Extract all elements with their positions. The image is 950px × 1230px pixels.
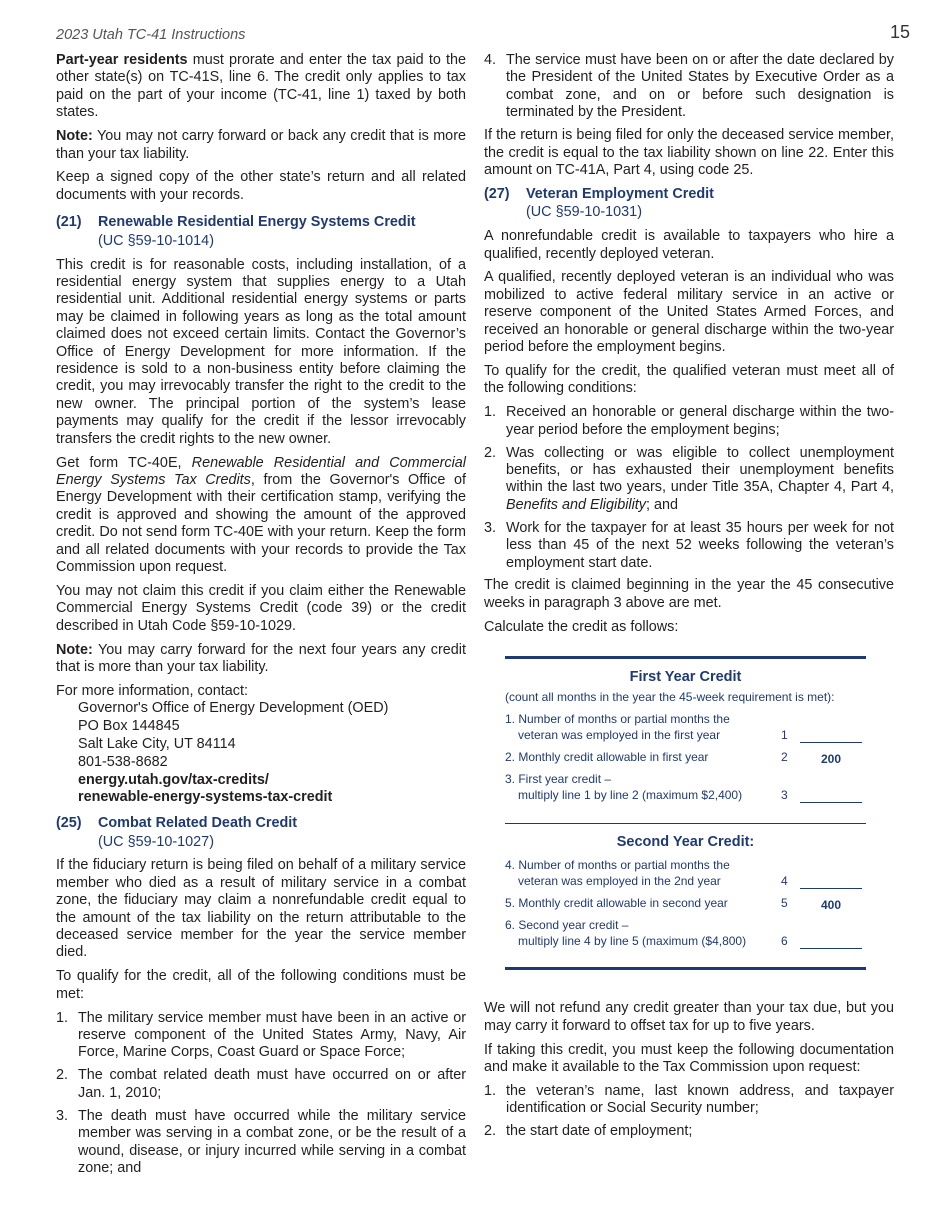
left-column (56, 52, 466, 1183)
list-item: 1. Received an honorable or general discharge within the two-year period before the employment begins; (484, 404, 894, 438)
line-2-value: 200 (820, 752, 842, 767)
s25-paragraph-1: If the fiduciary return is being filed on behalf of a military service member who died as a result of military service in a combat zone, the fiduciary may claim a nonrefundable credit equal to the amount of the tax liability on the return attributable to the deceased service member for the year the service member died. (56, 857, 466, 961)
first-year-title: First Year Credit (629, 669, 742, 686)
keep-copy-paragraph: Keep a signed copy of the other state’s return and all related documents with your records. (56, 169, 466, 203)
list-item: 2. Was collecting or was eligible to collect unemployment benefits, or has exhausted their unemployment benefits within the last two years, under Title 35A, Chapter 4, Part 4, Benefits and Eligibility; and (484, 444, 894, 513)
note-paragraph: Note: You may not carry forward or back any credit that is more than your tax liability. (56, 128, 466, 162)
contact-web-link-cont[interactable]: renewable-energy-systems-tax-credit (78, 789, 333, 806)
contact-address: Governor's Office of Energy Development (OED) PO Box 144845 Salt Lake City, UT 84114 801-538-8682 energy.utah.gov/tax-credits/ renewable-energy-systems-tax-credit (56, 700, 466, 807)
s21-paragraph-3: You may not claim this credit if you claim either the Renewable Commercial Energy Systems Credit (code 39) or the credit described in Utah Code §59-10-1029. (56, 582, 466, 634)
refund-paragraph: We will not refund any credit greater than your tax due, but you may carry it forward to offset tax for up to five years. (484, 1000, 894, 1034)
contact-block: For more information, contact: Governor's Office of Energy Development (OED) PO Box 144845 Salt Lake City, UT 84114 801-538-8682 energy.utah.gov/tax-credits/ renewable-energy-systems-tax-credit (56, 683, 466, 807)
credit-worksheet (505, 656, 866, 970)
s21-paragraph-1: This credit is for reasonable costs, including installation, of a residential energy system that supplies energy to a Utah residential unit. Additional residential energy systems or parts may be claimed in following years as long as the total amount claimed does not exceed certain limits. Contact the Governor’s Office of Energy Development for more information. If the residence is sold to a non-business entity before claiming the credit, you may irrevocably transfer the right to the credit to the new owner. The principal portion of the system’s lease payments may qualify for the credit if the lessor irrevocably transfers the credit rights to the new owner. (56, 256, 466, 447)
list-item: 1. The military service member must have been in an active or reserve component of the United States Army, Navy, Air Force, Marine Corps, Coast Guard or Space Force; (56, 1009, 466, 1061)
line-3-input[interactable] (800, 789, 862, 803)
line-4-input[interactable] (800, 875, 862, 889)
section-27-heading: (27) Veteran Employment Credit (UC §59-10-1031) (484, 185, 714, 221)
line-1-input[interactable] (800, 729, 862, 743)
section-21-heading: (21) Renewable Residential Energy Systems Credit (UC §59-10-1014) (56, 214, 416, 249)
s21-paragraph-2: Get form TC-40E, Renewable Residential and Commercial Energy Systems Tax Credits, from the Governor's Office of Energy Development with their certification stamp, verifying the credit is approved and showing the amount of the approved credit. Do not send form TC-40E with your return. Keep the form and all related documents with your records to provide the Tax Commission upon request. (56, 454, 466, 575)
worksheet-divider (505, 823, 866, 824)
worksheet-line-4: 4. Number of months or partial months the veteran was employed in the 2nd year 4 (505, 857, 866, 889)
line-5-value: 400 (820, 898, 842, 913)
line-6-input[interactable] (800, 935, 862, 949)
list-item: 3. Work for the taxpayer for at least 35 hours per week for not less than 45 of the next 52 weeks following the veteran’s employment start date. (484, 519, 894, 571)
second-year-title: Second Year Credit: (616, 834, 755, 851)
s27-paragraph-1: A nonrefundable credit is available to taxpayers who hire a qualified, recently deployed veteran. (484, 228, 894, 262)
list-item: 2. the start date of employment; (484, 1123, 693, 1140)
documentation-paragraph: If taking this credit, you must keep the following documentation and make it available to the Tax Commission upon request: (484, 1041, 894, 1075)
worksheet-line-5: 5. Monthly credit allowable in second year 5 400 (505, 895, 866, 911)
section-25-heading: (25) Combat Related Death Credit (UC §59-10-1027) (56, 815, 298, 850)
first-year-subtitle: (count all months in the year the 45-week requirement is met): (505, 690, 835, 705)
worksheet-line-2: 2. Monthly credit allowable in first year 2 200 (505, 749, 866, 765)
calculate-paragraph: Calculate the credit as follows: (484, 618, 679, 635)
s25-paragraph-2: To qualify for the credit, all of the following conditions must be met: (56, 968, 466, 1002)
worksheet-line-6: 6. Second year credit – multiply line 4 by line 5 (maximum ($4,800) 6 (505, 917, 866, 949)
list-item: 1. the veteran’s name, last known address, and taxpayer identification or Social Security number; (484, 1082, 894, 1117)
s27-paragraph-2: A qualified, recently deployed veteran is an individual who was mobilized to active federal military service in an active or reserve component of the United States Armed Forces, and received an honorable or general discharge within the two-year period before the employment begins. (484, 269, 894, 356)
document-header: 2023 Utah TC-41 Instructions (56, 27, 246, 43)
s27-paragraph-3: To qualify for the credit, the qualified veteran must meet all of the following conditions: (484, 363, 894, 397)
list-item: 3. The death must have occurred while the military service member was serving in a combat zone, or be the result of a wound, disease, or injury incurred while serving in a combat zone; and (56, 1107, 466, 1176)
contact-web-link[interactable]: energy.utah.gov/tax-credits/ (78, 771, 269, 788)
part-year-paragraph: Part-year residents must prorate and enter the tax paid to the other state(s) on TC-41S, line 6. The credit only applies to tax paid on the part of your income (TC-41, line 1) taxed by both states. (56, 52, 466, 121)
right-column (484, 52, 894, 1146)
deceased-paragraph: If the return is being filed for only the deceased service member, the credit is equal to the tax liability shown on line 22. Enter this amount on TC-41A, Part 4, using code 25. (484, 127, 894, 178)
list-item: 2. The combat related death must have occurred on or after Jan. 1, 2010; (56, 1067, 466, 1101)
worksheet-line-1: 1. Number of months or partial months the veteran was employed in the first year 1 (505, 711, 866, 743)
s21-note: Note: You may carry forward for the next four years any credit that is more than your tax liability. (56, 641, 466, 675)
list-item: 4. The service must have been on or after the date declared by the President of the United States by Executive Order as a combat zone, and on or before such designation is terminated by the President. (484, 52, 894, 121)
claimed-paragraph: The credit is claimed beginning in the year the 45 consecutive weeks in paragraph 3 above are met. (484, 577, 894, 611)
page-number: 15 (890, 22, 911, 42)
worksheet-line-3: 3. First year credit – multiply line 1 by line 2 (maximum $2,400) 3 (505, 771, 866, 803)
